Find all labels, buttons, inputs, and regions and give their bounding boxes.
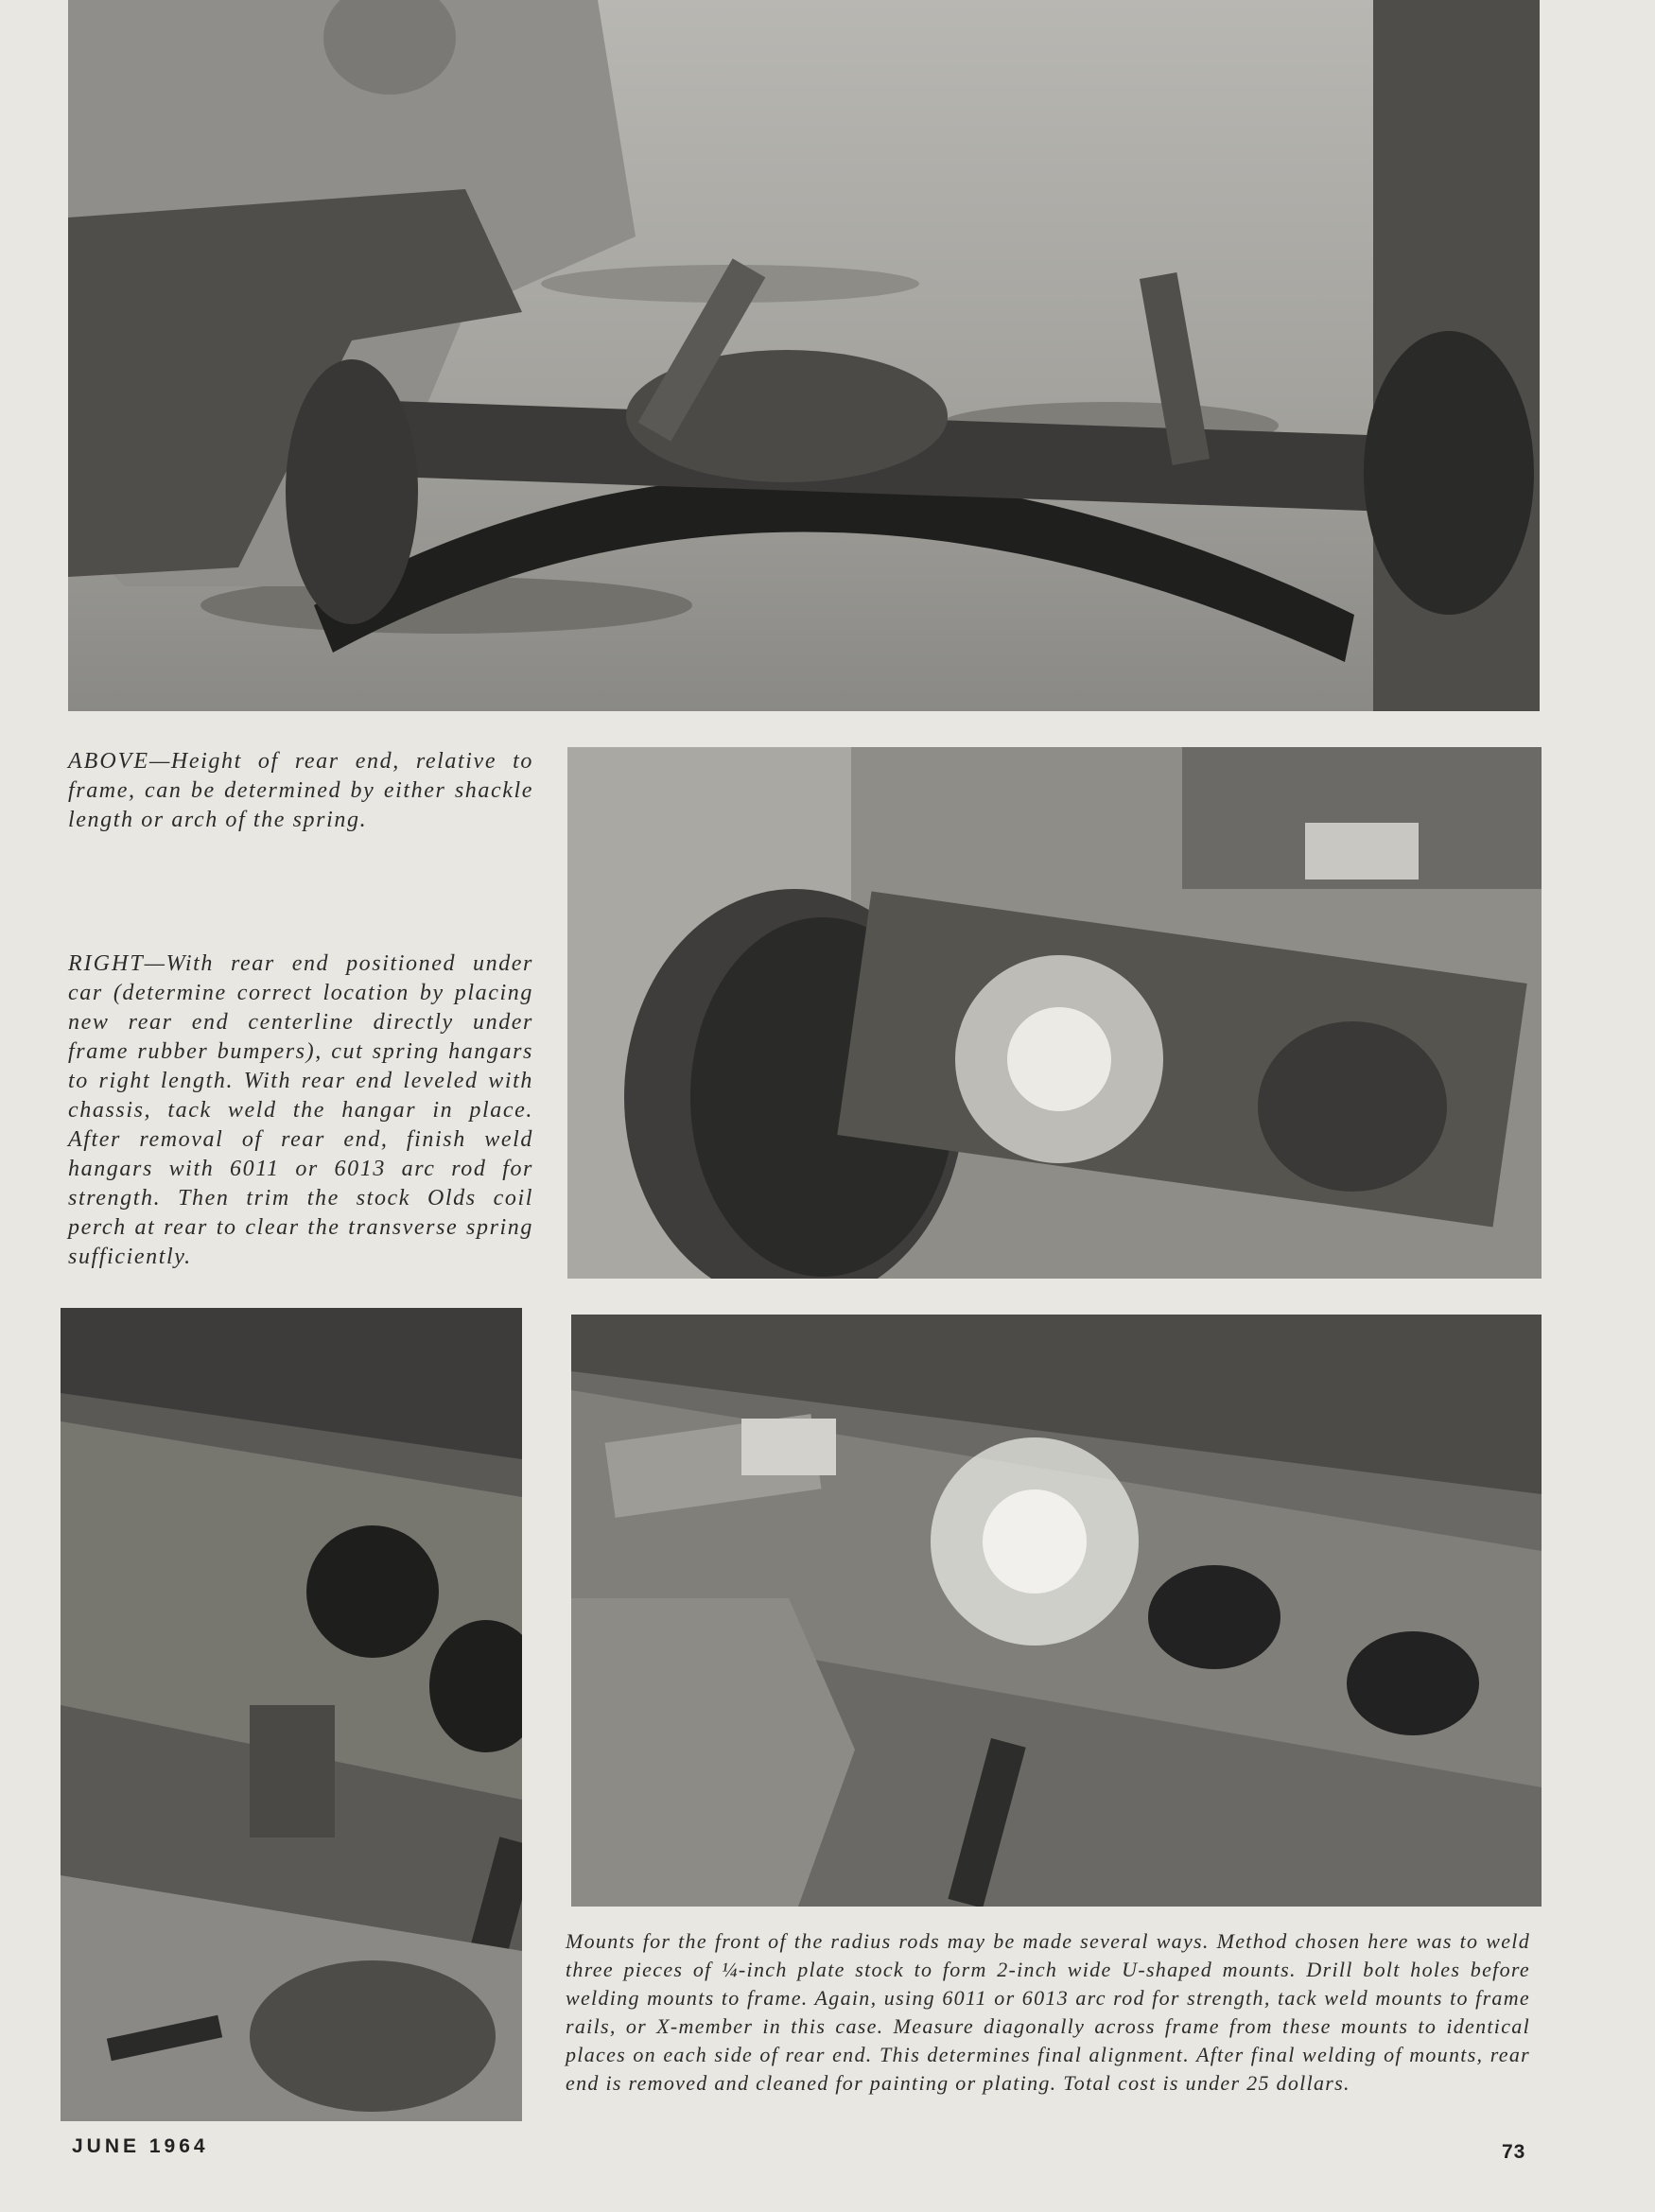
caption-above-lead: ABOVE: [68, 749, 149, 774]
caption-right-lead: RIGHT: [68, 951, 145, 976]
caption-right: [68, 949, 533, 1272]
caption-above: [68, 747, 533, 835]
footer-issue: JUNE 1964: [72, 2135, 209, 2157]
caption-mounts: [566, 1927, 1530, 2098]
photo-frame-rail: [61, 1308, 522, 2121]
caption-right-text: —With rear end positioned under car (determine correct location by placing new rear end centerline directly under frame rubber bumpers), cut spring hangars to right length. With rear end leveled with chassis, tack weld the hangar in place. After removal of rear end, finish weld hangars with 6011 or 6013 arc rod for strength. Then trim the stock Olds coil perch at rear to clear the transverse spring sufficiently.: [68, 951, 533, 1269]
photo-welding-mounts: [571, 1315, 1542, 1907]
caption-above-text: —Height of rear end, relative to frame, can be determined by either shackle length or arch of the spring.: [68, 749, 533, 832]
photo-welding-hangar: [567, 747, 1542, 1279]
caption-mounts-text: Mounts for the front of the radius rods may be made several ways. Method chosen here was to weld three pieces of ¼-inch plate stock to form 2-inch wide U-shaped mounts. Drill bolt holes before welding mounts to frame. Again, using 6011 or 6013 arc rod for strength, tack weld mounts to frame rails, or X-member in this case. Measure diagonally across frame from these mounts to identical places on each side of rear end. This determines final alignment. After final welding of mounts, rear end is removed and cleaned for painting or plating. Total cost is under 25 dollars.: [566, 1929, 1530, 2095]
footer-page-number: 73: [1502, 2141, 1526, 2163]
photo-rear-end-assembly: [68, 0, 1540, 711]
